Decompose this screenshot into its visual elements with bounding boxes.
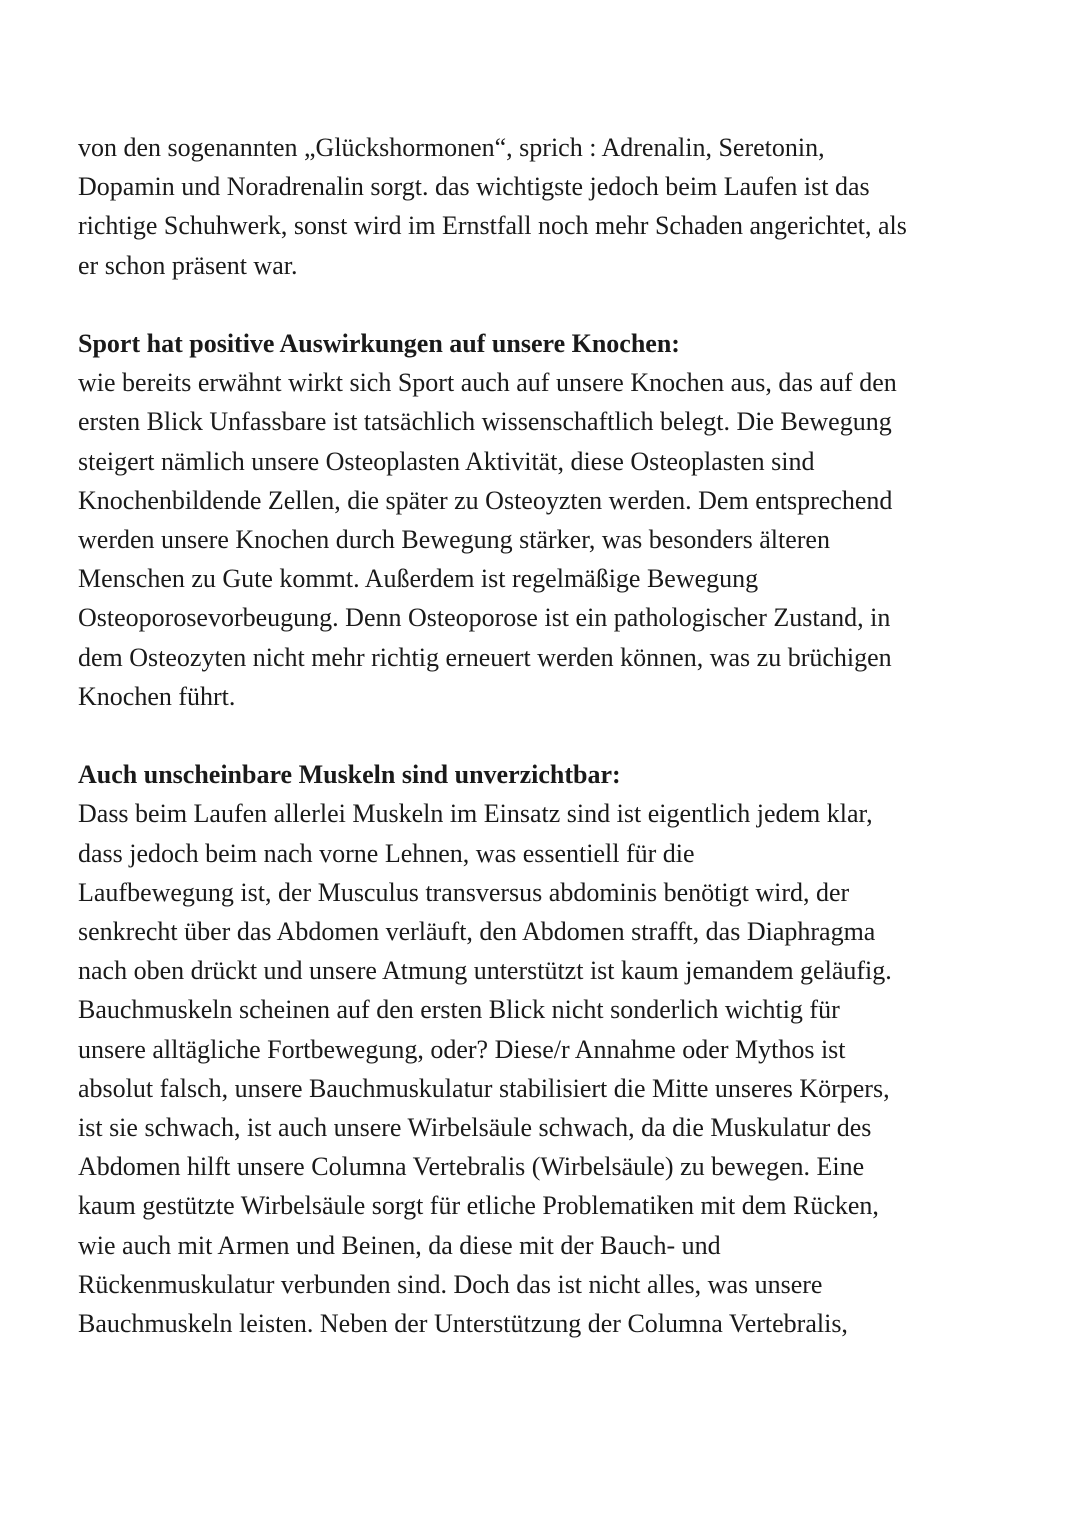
text-line: Osteoporosevorbeugung. Denn Osteoporose ist ein pathologischer Zustand, in xyxy=(78,603,891,633)
section-heading-muscles: Auch unscheinbare Muskeln sind unverzichtbar: xyxy=(78,760,621,790)
text-line: kaum gestützte Wirbelsäule sorgt für etliche Problematiken mit dem Rücken, xyxy=(78,1191,879,1221)
text-line: unsere alltägliche Fortbewegung, oder? Diese/r Annahme oder Mythos ist xyxy=(78,1034,846,1064)
text-line: er schon präsent war. xyxy=(78,250,298,280)
paragraph-spacer xyxy=(78,285,1008,324)
text-line: ersten Blick Unfassbare ist tatsächlich wissenschaftlich belegt. Die Bewegung xyxy=(78,407,892,437)
text-line: wie bereits erwähnt wirkt sich Sport auch auf unsere Knochen aus, das auf den xyxy=(78,368,897,398)
text-line: senkrecht über das Abdomen verläuft, den Abdomen strafft, das Diaphragma xyxy=(78,917,876,947)
section-heading-bones: Sport hat positive Auswirkungen auf unsere Knochen: xyxy=(78,329,680,358)
text-line: Laufbewegung ist, der Musculus transversus abdominis benötigt wird, der xyxy=(78,877,850,907)
text-line: Bauchmuskeln leisten. Neben der Unterstützung der Columna Vertebralis, xyxy=(78,1309,848,1339)
text-line: Dass beim Laufen allerlei Muskeln im Einsatz sind ist eigentlich jedem klar, xyxy=(78,799,873,829)
document-body xyxy=(78,128,1008,1343)
section-muscles xyxy=(78,755,1008,1343)
text-line: richtige Schuhwerk, sonst wird im Ernstfall noch mehr Schaden angerichtet, als xyxy=(78,211,907,241)
text-line: dass jedoch beim nach vorne Lehnen, was essentiell für die xyxy=(78,838,695,868)
text-line: Dopamin und Noradrenalin sorgt. das wichtigste jedoch beim Laufen ist das xyxy=(78,172,870,202)
intro-paragraph xyxy=(78,128,1008,285)
text-line: wie auch mit Armen und Beinen, da diese mit der Bauch- und xyxy=(78,1230,721,1260)
text-line: absolut falsch, unsere Bauchmuskulatur stabilisiert die Mitte unseres Körpers, xyxy=(78,1073,890,1103)
paragraph-spacer xyxy=(78,716,1008,755)
text-line: werden unsere Knochen durch Bewegung stärker, was besonders älteren xyxy=(78,525,830,555)
text-line: Rückenmuskulatur verbunden sind. Doch das ist nicht alles, was unsere xyxy=(78,1269,823,1299)
text-line: Knochen führt. xyxy=(78,681,236,711)
text-line: Menschen zu Gute kommt. Außerdem ist regelmäßige Bewegung xyxy=(78,564,759,594)
text-line: ist sie schwach, ist auch unsere Wirbelsäule schwach, da die Muskulatur des xyxy=(78,1113,872,1143)
text-line: dem Osteozyten nicht mehr richtig erneuert werden können, was zu brüchigen xyxy=(78,642,892,672)
text-line: nach oben drückt und unsere Atmung unterstützt ist kaum jemandem geläufig. xyxy=(78,956,892,986)
text-line: Bauchmuskeln scheinen auf den ersten Blick nicht sonderlich wichtig für xyxy=(78,995,840,1025)
text-line: Knochenbildende Zellen, die später zu Osteoyzten werden. Dem entsprechend xyxy=(78,485,893,515)
text-line: von den sogenannten „Glückshormonen“, sprich : Adrenalin, Seretonin, xyxy=(78,133,825,162)
text-line: Abdomen hilft unsere Columna Vertebralis (Wirbelsäule) zu bewegen. Eine xyxy=(78,1152,865,1182)
section-bones xyxy=(78,324,1008,716)
text-line: steigert nämlich unsere Osteoplasten Aktivität, diese Osteoplasten sind xyxy=(78,446,815,476)
